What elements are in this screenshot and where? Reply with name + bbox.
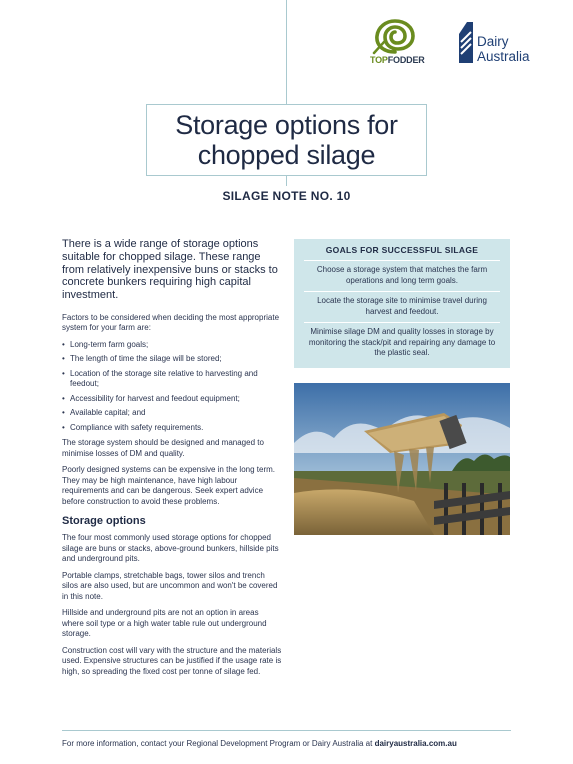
common-options-paragraph: The four most commonly used storage options for chopped silage are buns or stacks, above-ground bunkers, hillside pits and underground pits.	[62, 533, 279, 564]
goal-item: Minimise silage DM and quality losses in storage by monitoring the stack/pit and repairing any damage to the plastic seal.	[308, 327, 496, 357]
footer-website-link[interactable]: dairyaustralia.com.au	[374, 739, 457, 748]
dairy-australia-wordmark: Dairy Australia	[477, 34, 530, 64]
hillside-paragraph: Hillside and underground pits are not an option in areas where soil type or a high water table rule out underground storage.	[62, 608, 267, 639]
footer-divider	[62, 730, 511, 731]
storage-options-heading: Storage options	[62, 515, 146, 528]
factors-list	[62, 340, 282, 434]
goal-item: Locate the storage site to minimise travel during harvest and feedout.	[304, 292, 500, 323]
title-divider-line	[286, 176, 287, 186]
factors-intro: Factors to be considered when deciding the most appropriate system for your farm are:	[62, 312, 280, 333]
goals-box	[294, 239, 510, 368]
page-title: Storage options for chopped silage	[175, 110, 398, 170]
lead-paragraph: There is a wide range of storage options suitable for chopped silage. These range from relatively inexpensive buns or stacks to concrete bunkers requiring high capital investment.	[62, 238, 278, 302]
design-paragraph: The storage system should be designed and managed to minimise losses of DM and quality.	[62, 438, 264, 458]
silage-loader-illustration	[294, 383, 510, 535]
topfodder-logo	[364, 18, 436, 66]
portable-options-paragraph: Portable clamps, stretchable bags, tower silos and trench silos are also used, but are uncommon and won't be covered in this note.	[62, 570, 278, 601]
list-item: • Location of the storage site relative to harvesting and feedout;	[62, 369, 282, 390]
construction-cost-paragraph: Construction cost will vary with the structure and the materials used. Expensive structures can be justified if the usage rate is high, so spreading the fixed cost per tonne of silage fed.	[62, 645, 282, 676]
topfodder-wordmark: TOPFODDER	[370, 55, 425, 65]
dairy-australia-logo	[458, 22, 548, 66]
list-item: • Accessibility for harvest and feedout equipment;	[62, 394, 282, 405]
list-item: • The length of time the silage will be stored;	[62, 354, 282, 365]
left-column	[62, 238, 282, 683]
footer	[62, 739, 457, 748]
footer-text: For more information, contact your Regional Development Program or Dairy Australia at	[62, 739, 375, 748]
poor-design-paragraph: Poorly designed systems can be expensive in the long term. They may be high maintenance, have high labour requirements and can be dangerous. Seek expert advice before construction to avoid these problems.	[62, 465, 276, 506]
title-box	[146, 104, 427, 176]
topfodder-swirl-icon	[372, 18, 418, 56]
list-item: • Compliance with safety requirements.	[62, 423, 282, 434]
goals-title: GOALS FOR SUCCESSFUL SILAGE	[304, 245, 500, 261]
goal-item: Choose a storage system that matches the farm operations and long term goals.	[304, 261, 500, 292]
top-divider-line	[286, 0, 287, 104]
list-item: • Long-term farm goals;	[62, 340, 282, 351]
note-number: SILAGE NOTE NO. 10	[222, 189, 351, 203]
dairy-australia-emblem-icon	[458, 22, 474, 64]
silage-photo	[294, 383, 510, 535]
list-item: • Available capital; and	[62, 408, 282, 419]
